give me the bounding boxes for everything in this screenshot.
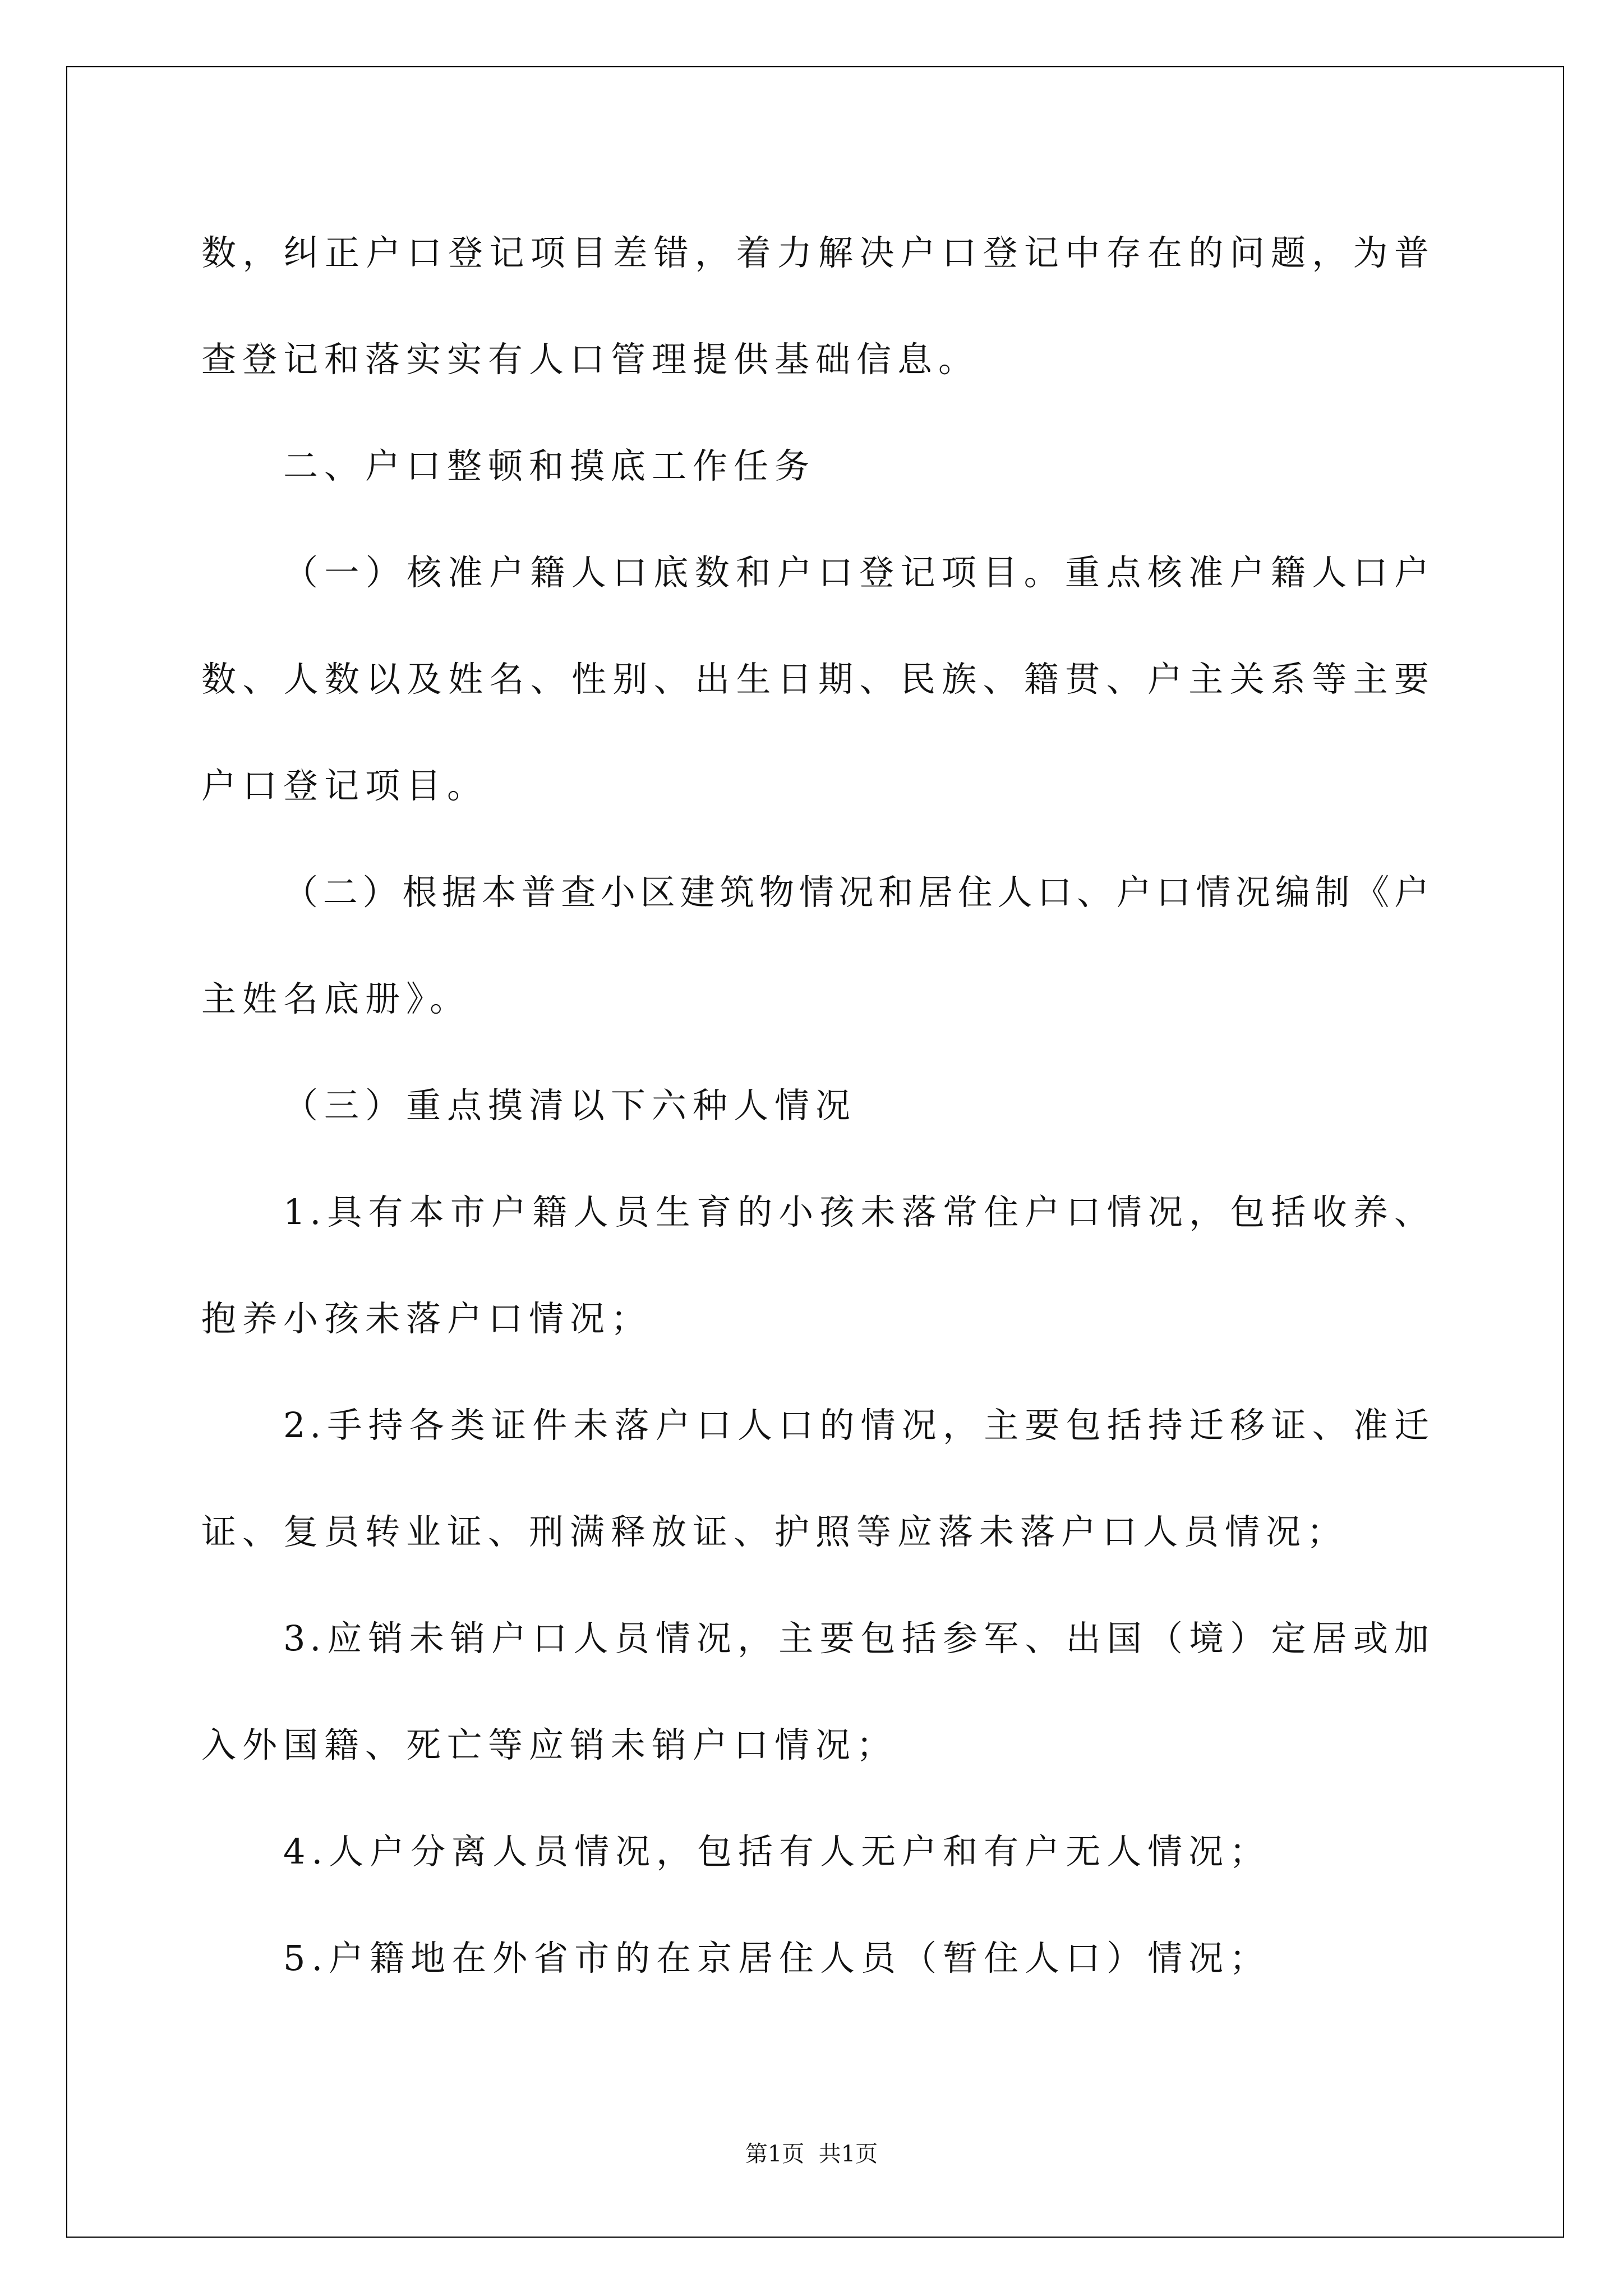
paragraph — [201, 1052, 1433, 1159]
paragraph-line: 4.人户分离人员情况，包括有人无户和有户无人情况； — [283, 1831, 1271, 1872]
paragraph-line: 证、复员转业证、刑满释放证、护照等应落未落户口人员情况； — [201, 1511, 1348, 1552]
list-item — [201, 1372, 1433, 1585]
list-item — [201, 1798, 1433, 1905]
paragraph-line: 查登记和落实实有人口管理提供基础信息。 — [201, 339, 980, 380]
paragraph-line: 3.应销未销户口人员情况，主要包括参军、出国（境）定居或加 — [283, 1618, 1433, 1659]
paragraph-line: 1.具有本市户籍人员生育的小孩未落常住户口情况，包括收养、 — [283, 1191, 1433, 1232]
paragraph — [201, 839, 1433, 1052]
paragraph-line: 入外国籍、死亡等应销未销户口情况； — [201, 1724, 898, 1765]
section-heading — [201, 413, 1433, 519]
paragraph — [201, 519, 1433, 839]
paragraph-line: （三）重点摸清以下六种人情况 — [283, 1085, 857, 1126]
paragraph-line: （二）根据本普查小区建筑物情况和居住人口、户口情况编制《户 — [283, 872, 1433, 913]
list-item — [201, 1159, 1433, 1372]
document-body — [201, 200, 1433, 2012]
paragraph-line: 数，纠正户口登记项目差错，着力解决户口登记中存在的问题，为普 — [201, 232, 1433, 273]
paragraph — [201, 200, 1433, 413]
paragraph-line: 数、人数以及姓名、性别、出生日期、民族、籍贯、户主关系等主要 — [201, 659, 1433, 700]
list-item — [201, 1585, 1433, 1798]
page-footer: 第1页 共1页 — [745, 2141, 878, 2167]
paragraph-line: 5.户籍地在外省市的在京居住人员（暂住人口）情况； — [283, 1938, 1271, 1978]
paragraph-line: 户口登记项目。 — [201, 765, 488, 806]
list-item — [201, 1905, 1433, 2012]
paragraph-line: 2.手持各类证件未落户口人口的情况，主要包括持迁移证、准迁 — [283, 1405, 1433, 1446]
paragraph-line: 主姓名底册》。 — [201, 978, 471, 1019]
paragraph-line: （一）核准户籍人口底数和户口登记项目。重点核准户籍人口户 — [283, 552, 1433, 593]
section-heading-line: 二、户口整顿和摸底工作任务 — [283, 445, 816, 486]
paragraph-line: 抱养小孩未落户口情况； — [201, 1298, 652, 1339]
